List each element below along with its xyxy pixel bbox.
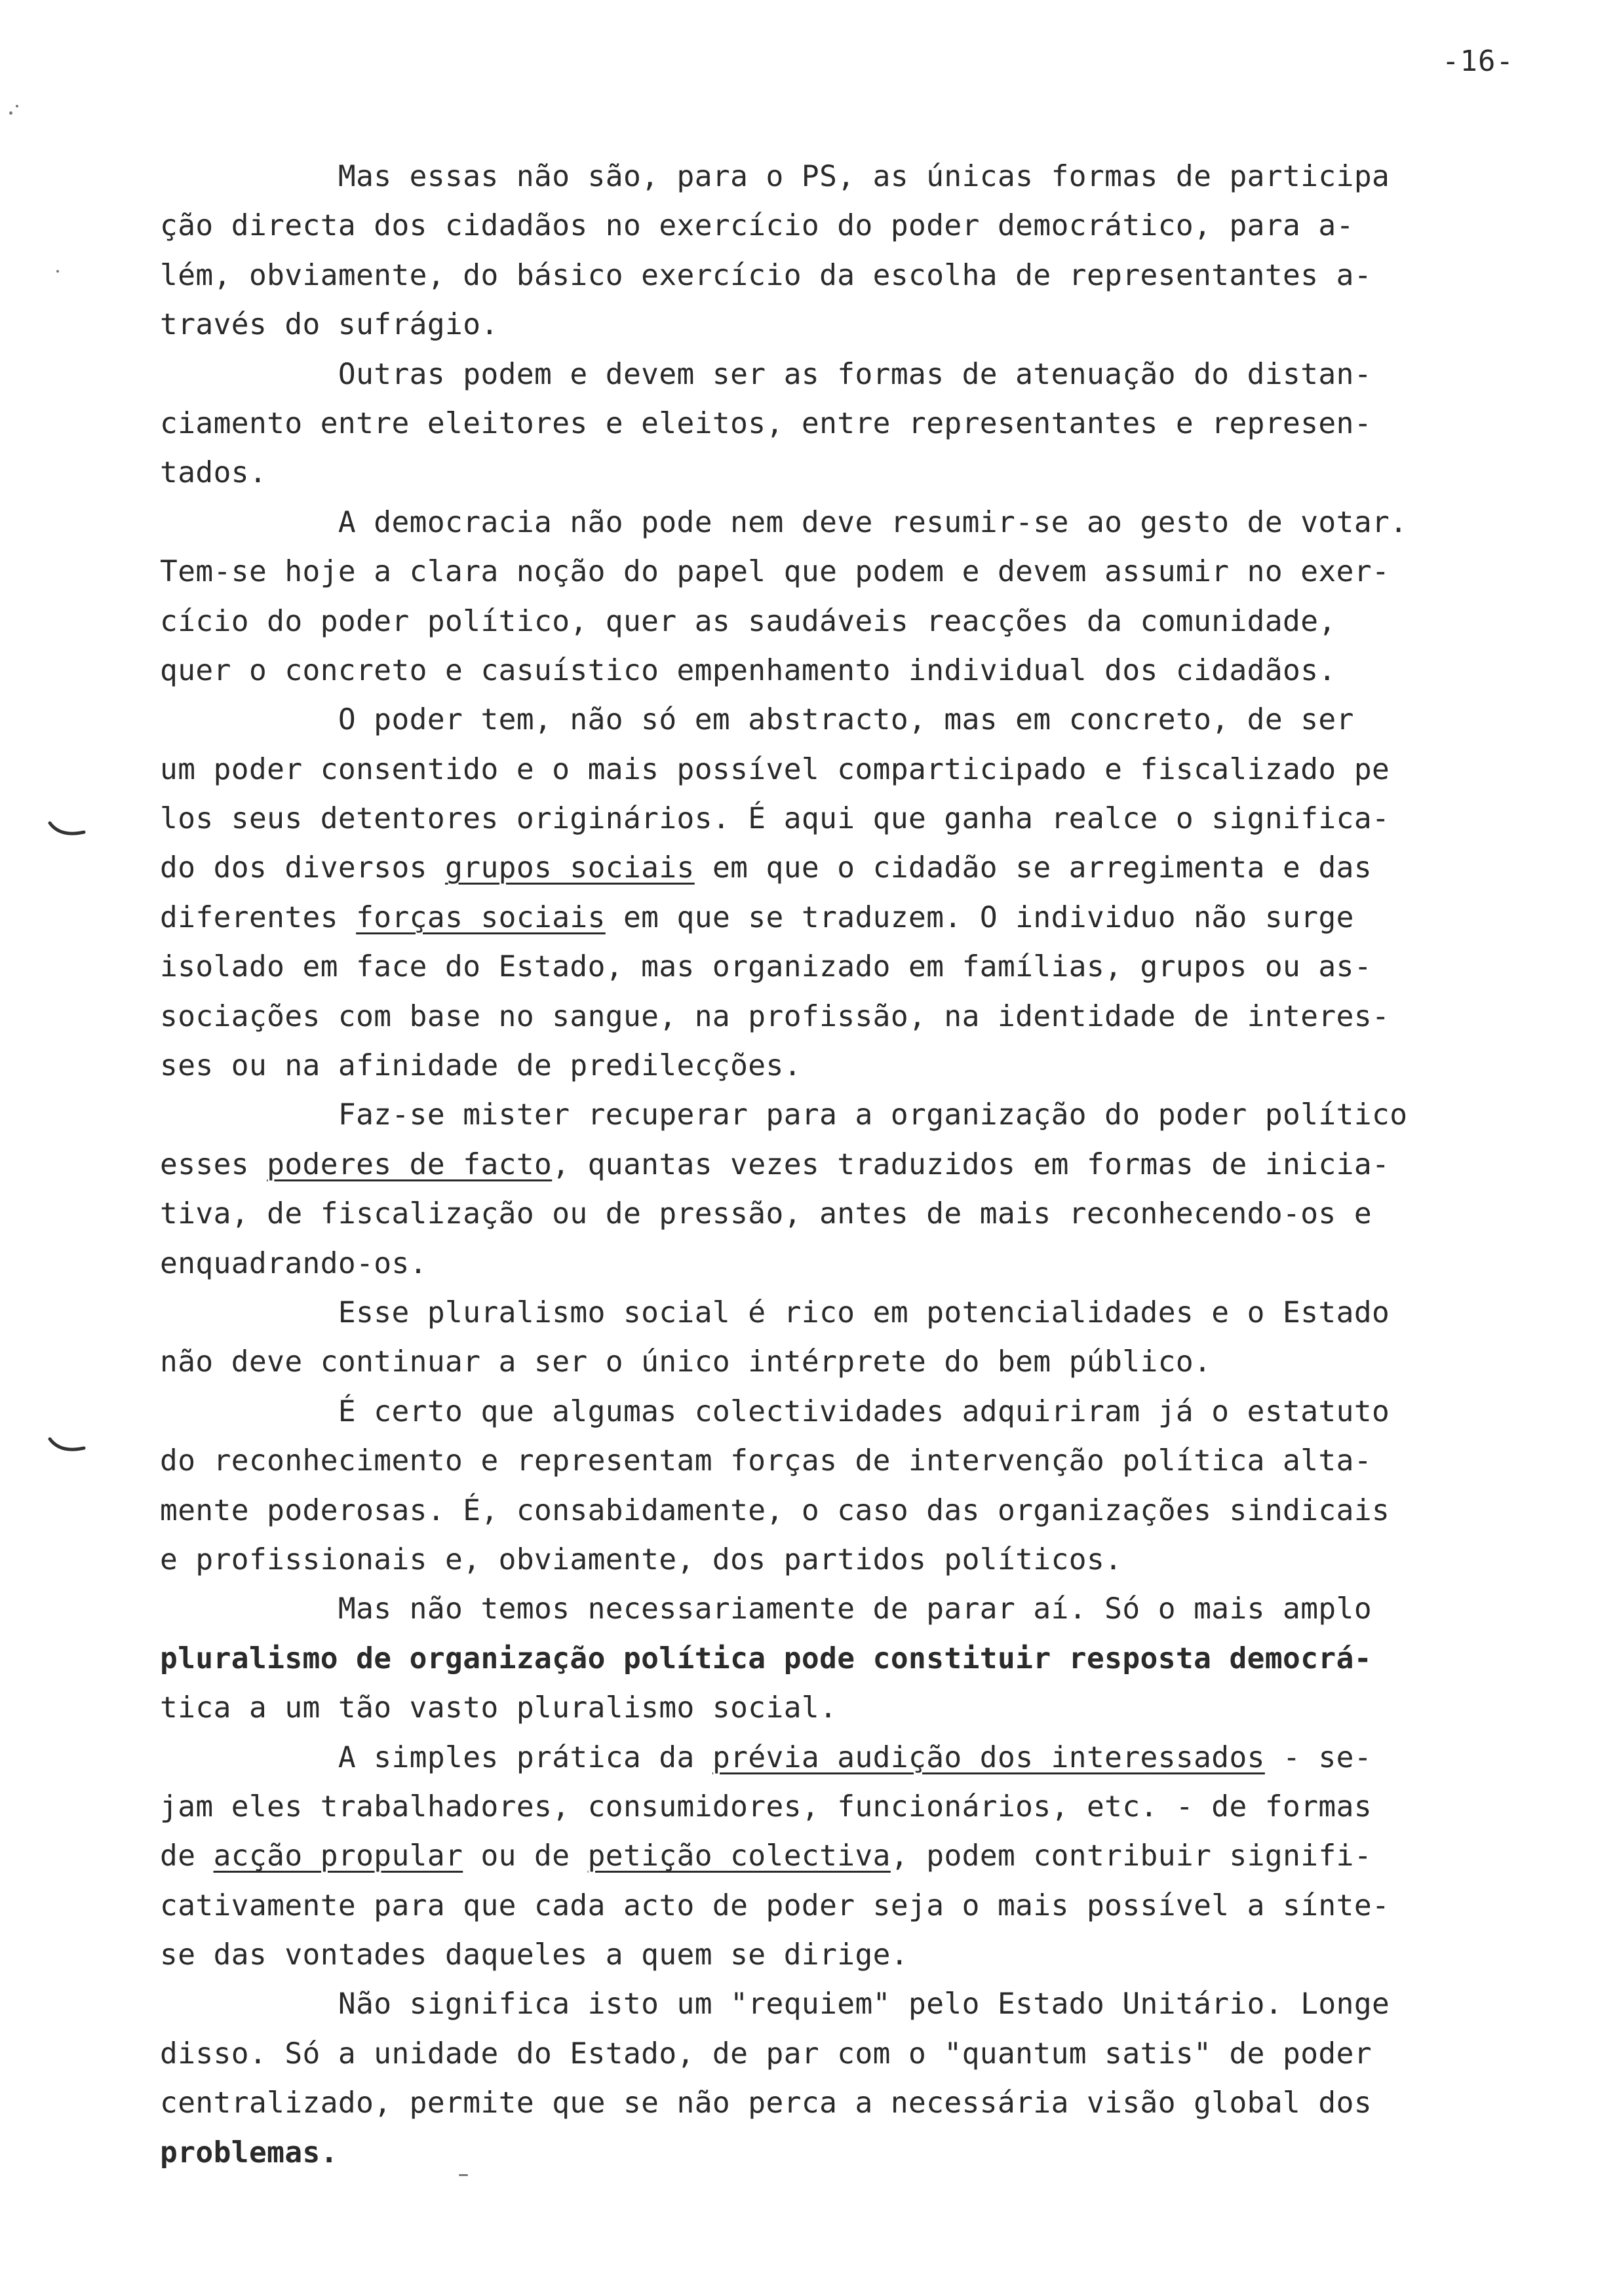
text-line <box>160 1387 1510 1436</box>
text-line <box>160 1239 1510 1288</box>
text-line <box>160 597 1510 646</box>
text-segment: Tem-se hoje a clara noção do papel que podem e devem assumir no exer- <box>160 555 1390 589</box>
text-segment: Não significa isto um "requiem" pelo Estado Unitário. Longe <box>160 1987 1390 2021</box>
text-segment: , podem contribuir signifi- <box>890 1839 1372 1873</box>
text-line <box>160 2029 1510 2078</box>
text-line <box>160 547 1510 596</box>
text-segment: centralizado, permite que se não perca a necessária visão global dos <box>160 2086 1372 2120</box>
text-line <box>160 1733 1510 1782</box>
text-line <box>160 1090 1510 1139</box>
text-line <box>160 300 1510 349</box>
text-segment: É certo que algumas colectividades adquiriram já o estatuto <box>160 1394 1390 1428</box>
text-segment: um poder consentido e o mais possível comparticipado e fiscalizado pe <box>160 752 1390 786</box>
text-line <box>160 1881 1510 1930</box>
text-segment: Mas não temos necessariamente de parar aí. Só o mais amplo <box>160 1592 1372 1626</box>
text-segment: lém, obviamente, do básico exercício da escolha de representantes a- <box>160 258 1372 292</box>
text-segment: esses <box>160 1147 267 1181</box>
text-segment: Faz-se mister recuperar para a organização do poder político <box>160 1098 1408 1132</box>
text-line <box>160 1337 1510 1387</box>
margin-bracket-mark <box>47 1436 87 1455</box>
text-line <box>160 1930 1510 1980</box>
underlined-phrase: acção propular <box>213 1839 463 1873</box>
text-segment: jam eles trabalhadores, consumidores, funcionários, etc. - de formas <box>160 1789 1372 1824</box>
text-segment: cativamente para que cada acto de poder seja o mais possível a sínte- <box>160 1888 1390 1923</box>
text-line <box>160 893 1510 942</box>
text-line <box>160 1535 1510 1584</box>
text-segment: em que o cidadão se arregimenta e das <box>694 851 1372 885</box>
text-line <box>160 1041 1510 1090</box>
scan-speck <box>459 2174 468 2176</box>
underlined-phrase: petição colectiva <box>587 1839 891 1873</box>
text-line <box>160 350 1510 399</box>
text-segment: se das vontades daqueles a quem se dirige. <box>160 1938 909 1972</box>
text-line <box>160 498 1510 547</box>
text-segment: ciamento entre eleitores e eleitos, entre representantes e represen- <box>160 406 1372 440</box>
text-segment: ses ou na afinidade de predilecções. <box>160 1049 802 1083</box>
scan-speck <box>16 105 18 107</box>
text-segment: , quantas vezes traduzidos em formas de inicia- <box>552 1147 1390 1181</box>
text-segment: de <box>160 1839 214 1873</box>
text-line <box>160 646 1510 695</box>
text-line <box>160 448 1510 497</box>
text-segment: los seus detentores originários. É aqui que ganha realce o significa- <box>160 802 1390 836</box>
underlined-phrase: prévia audição dos interessados <box>712 1740 1265 1774</box>
text-line <box>160 1288 1510 1337</box>
text-segment: disso. Só a unidade do Estado, de par com o "quantum satis" de poder <box>160 2037 1372 2071</box>
text-line <box>160 1189 1510 1238</box>
text-line <box>160 695 1510 744</box>
page-number: -16- <box>1442 45 1514 78</box>
body-text <box>160 152 1510 2177</box>
text-line <box>160 745 1510 794</box>
text-segment: isolado em face do Estado, mas organizado em famílias, grupos ou as- <box>160 950 1372 984</box>
text-segment: em que se traduzem. O individuo não surge <box>605 900 1354 934</box>
underlined-phrase: forças sociais <box>356 900 606 934</box>
text-segment: diferentes <box>160 900 357 934</box>
underlined-phrase: grupos sociais <box>445 851 695 885</box>
text-segment: tados. <box>160 456 267 490</box>
text-line <box>160 1486 1510 1535</box>
text-line <box>160 2078 1510 2128</box>
text-segment: O poder tem, não só em abstracto, mas em concreto, de ser <box>160 703 1354 737</box>
text-segment: quer o concreto e casuístico empenhamento individual dos cidadãos. <box>160 653 1336 687</box>
text-line <box>160 992 1510 1041</box>
text-segment: Mas essas não são, para o PS, as únicas formas de participa <box>160 160 1390 193</box>
text-line <box>160 251 1510 300</box>
text-line <box>160 1980 1510 2029</box>
text-segment: não deve continuar a ser o único intérprete do bem público. <box>160 1345 1212 1379</box>
text-segment: sociações com base no sangue, na profissão, na identidade de interes- <box>160 999 1390 1033</box>
scan-speck <box>56 270 59 273</box>
text-segment: tica a um tão vasto pluralismo social. <box>160 1691 838 1725</box>
text-segment: través do sufrágio. <box>160 308 499 342</box>
text-line <box>160 794 1510 843</box>
underlined-phrase: poderes de facto <box>267 1147 553 1181</box>
text-segment: - se- <box>1264 1740 1372 1774</box>
text-line <box>160 1683 1510 1732</box>
text-segment: A simples prática da <box>160 1740 712 1774</box>
text-segment: ção directa dos cidadãos no exercício do poder democrático, para a- <box>160 209 1354 243</box>
text-line <box>160 942 1510 991</box>
text-line <box>160 1140 1510 1189</box>
text-line <box>160 201 1510 250</box>
text-segment: tiva, de fiscalização ou de pressão, antes de mais reconhecendo-os e <box>160 1197 1372 1231</box>
text-segment: A democracia não pode nem deve resumir-se ao gesto de votar. <box>160 505 1408 539</box>
text-line <box>160 2128 1510 2177</box>
text-segment: ou de <box>463 1839 588 1873</box>
text-segment: mente poderosas. É, consabidamente, o caso das organizações sindicais <box>160 1493 1390 1527</box>
text-segment: do reconhecimento e representam forças de intervenção política alta- <box>160 1444 1372 1478</box>
text-segment: do dos diversos <box>160 851 446 885</box>
text-segment: problemas. <box>160 2135 338 2170</box>
text-line <box>160 399 1510 448</box>
text-line <box>160 1831 1510 1881</box>
text-line <box>160 843 1510 892</box>
text-line <box>160 1782 1510 1831</box>
text-segment: Outras podem e devem ser as formas de atenuação do distan- <box>160 357 1372 391</box>
text-segment: e profissionais e, obviamente, dos partidos políticos. <box>160 1542 1123 1577</box>
text-segment: cício do poder político, quer as saudáveis reacções da comunidade, <box>160 604 1336 638</box>
text-segment: enquadrando-os. <box>160 1246 427 1280</box>
scan-speck <box>9 111 12 115</box>
text-line <box>160 152 1510 201</box>
text-line <box>160 1634 1510 1683</box>
margin-bracket-mark <box>47 820 87 839</box>
text-segment: Esse pluralismo social é rico em potencialidades e o Estado <box>160 1295 1390 1330</box>
text-segment: pluralismo de organização política pode constituir resposta democrá- <box>160 1641 1372 1675</box>
text-line <box>160 1436 1510 1485</box>
text-line <box>160 1584 1510 1634</box>
